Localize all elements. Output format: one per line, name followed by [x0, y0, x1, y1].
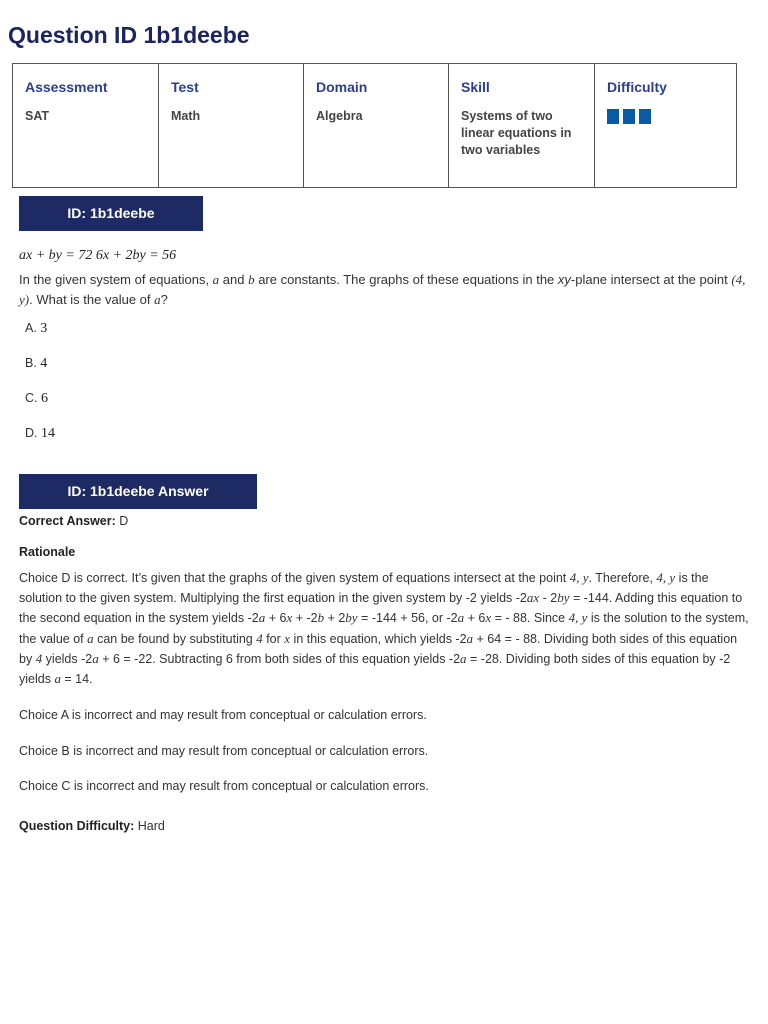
rationale-math: 4, y — [656, 570, 676, 585]
choice-b — [25, 356, 47, 372]
question-difficulty-value: Hard — [134, 819, 165, 833]
rationale-math: 4 — [256, 630, 263, 646]
correct-answer-label: Correct Answer: — [19, 514, 116, 528]
page-title: Question ID 1b1deebe — [8, 22, 250, 48]
rationale-text-part: yields -2 — [42, 651, 93, 666]
choice-a-explanation: Choice A is incorrect and may result from conceptual or calculation errors. — [19, 708, 427, 722]
question-id-banner: ID: 1b1deebe — [19, 196, 203, 231]
answer-id-banner: ID: 1b1deebe Answer — [19, 474, 257, 509]
rationale-math: x — [284, 630, 291, 646]
skill-cell — [449, 64, 595, 188]
assessment-cell — [13, 64, 159, 188]
system-of-equations: ax + by = 72 6x + 2by = 56 — [19, 248, 177, 263]
var-a: a — [212, 272, 220, 287]
question-text-part: -plane intersect at the point — [570, 272, 732, 287]
assessment-value: SAT — [25, 109, 50, 123]
domain-cell — [304, 64, 449, 188]
rationale-text-part: = -144. Adding this equation to the second equation in the system yields -2 — [19, 591, 743, 626]
question-difficulty-label: Question Difficulty: — [19, 819, 135, 833]
choice-d — [25, 426, 55, 442]
rationale-math: 4, y — [568, 610, 588, 626]
rationale-math: a — [457, 610, 465, 626]
question-metadata-table — [12, 63, 737, 188]
rationale-text-part: + 6 — [464, 611, 486, 626]
skill-value: Systems of two linear equations in two variables — [461, 109, 572, 157]
difficulty-header: Difficulty — [607, 79, 667, 95]
rationale-math: x — [286, 610, 293, 626]
rationale-math: by — [557, 590, 570, 606]
rationale-text-part: is the solution to the given system. Multiplying the first equation in the given system by -2 yields -2 — [19, 571, 709, 606]
difficulty-bar — [607, 109, 619, 124]
choice-value: 4 — [40, 356, 48, 371]
choice-letter: A. — [25, 321, 37, 335]
var-a: a — [154, 292, 161, 307]
choice-value: 6 — [40, 391, 48, 406]
rationale-text-part: can be found by substituting — [93, 631, 257, 646]
rationale-text-part: + -2 — [292, 611, 318, 626]
difficulty-bar — [623, 109, 635, 124]
rationale-text-part: . Therefore, — [588, 571, 657, 585]
choice-b-explanation: Choice B is incorrect and may result from conceptual or calculation errors. — [19, 744, 429, 758]
question-difficulty — [19, 819, 165, 833]
rationale-math: ax — [526, 590, 540, 606]
domain-value: Algebra — [316, 109, 363, 123]
correct-answer — [19, 514, 128, 528]
choice-a — [25, 321, 47, 337]
rationale-text-part: Choice D is correct. It’s given that the graphs of the given system of equations intersect at the point — [19, 571, 570, 585]
difficulty-bar — [639, 109, 651, 124]
rationale-text-part: for — [262, 631, 285, 646]
test-header: Test — [171, 79, 199, 95]
rationale-text-part: = -144 + 56, or -2 — [357, 611, 458, 626]
skill-header: Skill — [461, 79, 490, 95]
rationale-text-part: = -28. Dividing both sides of this equation by -2 yields — [19, 651, 731, 687]
rationale-math: 4, y — [569, 570, 589, 585]
rationale-text-part: is the solution to the system, the value of — [19, 611, 749, 646]
rationale-math: b — [317, 610, 325, 626]
rationale-math: a — [258, 610, 266, 626]
rationale-text-part: in this equation, which yields -2 — [290, 631, 467, 646]
domain-header: Domain — [316, 79, 368, 95]
question-text-part: are constants. The graphs of these equations in the — [254, 272, 558, 287]
assessment-header: Assessment — [25, 79, 108, 95]
xy-plane: xy — [557, 272, 571, 287]
rationale-math: x — [485, 610, 492, 626]
var-b: b — [248, 272, 255, 287]
rationale-text-part: + 6 = -22. Subtracting 6 from both sides of this equation yields -2 — [98, 651, 461, 666]
choice-letter: B. — [25, 356, 37, 370]
rationale-math: by — [345, 610, 358, 626]
choice-letter: D. — [25, 426, 38, 440]
point: (4, y) — [19, 272, 746, 307]
choice-c — [25, 391, 48, 407]
rationale-heading: Rationale — [19, 545, 76, 559]
rationale-math: a — [92, 650, 99, 666]
rationale-text-part: + 64 = - 88. Dividing both sides of this equation by — [19, 631, 738, 666]
rationale-math: a — [460, 650, 467, 666]
rationale-text-part: - 2 — [539, 591, 558, 606]
rationale-text-part: + 6 — [265, 611, 287, 626]
rationale-math: a — [54, 671, 61, 687]
question-text-part: . What is the value of — [29, 292, 155, 307]
question-text-part: and — [219, 272, 249, 287]
choice-letter: C. — [25, 391, 38, 405]
question-text-part: ? — [160, 292, 168, 307]
rationale-text-part: = - 88. Since — [491, 611, 569, 626]
rationale-math: 4 — [35, 650, 43, 666]
difficulty-cell — [595, 64, 737, 188]
rationale-text — [19, 568, 751, 689]
rationale-math: a — [87, 630, 94, 646]
question-text — [19, 270, 749, 310]
rationale-math: a — [466, 630, 474, 646]
difficulty-indicator — [607, 109, 724, 124]
choice-value: 3 — [40, 321, 48, 336]
correct-answer-value: D — [115, 514, 129, 528]
choice-value: 14 — [40, 426, 55, 441]
question-text-part: In the given system of equations, — [19, 272, 213, 287]
choice-c-explanation: Choice C is incorrect and may result from conceptual or calculation errors. — [19, 779, 429, 793]
rationale-text-part: + 2 — [324, 611, 346, 626]
rationale-text-part: = 14. — [60, 672, 93, 687]
test-cell — [159, 64, 304, 188]
test-value: Math — [171, 109, 201, 123]
